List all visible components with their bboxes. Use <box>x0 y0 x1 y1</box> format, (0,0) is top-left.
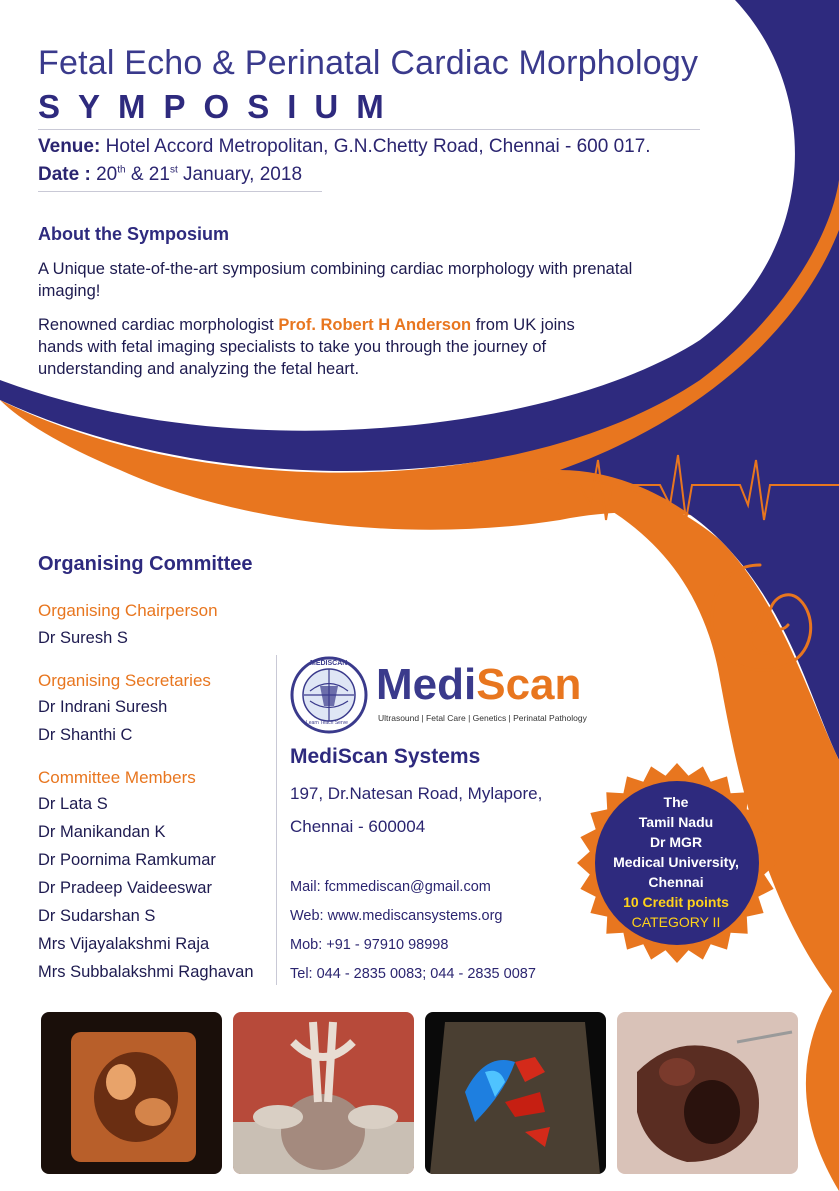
secretaries-label: Organising Secretaries <box>38 671 211 690</box>
chair-name: Dr Suresh S <box>38 629 128 647</box>
member-name: Dr Poornima Ramkumar <box>38 851 216 869</box>
secretary-name: Dr Shanthi C <box>38 726 133 744</box>
chair-label: Organising Chairperson <box>38 601 218 620</box>
badge-line: The <box>663 794 689 810</box>
about-paragraph-1: A Unique state-of-the-art symposium combining cardiac morphology with prenatal imaging! <box>38 260 633 300</box>
contact-mobile: Mob: +91 - 97910 98998 <box>290 937 449 953</box>
venue-line <box>38 136 651 158</box>
logo-scan: Scan <box>476 660 582 709</box>
address-line-1: 197, Dr.Natesan Road, Mylapore, <box>290 784 543 803</box>
badge-line: Tamil Nadu <box>638 814 714 830</box>
heart-specimen-image <box>617 1012 798 1174</box>
member-name: Dr Manikandan K <box>38 823 166 841</box>
contact-tel: Tel: 044 - 2835 0083; 044 - 2835 0087 <box>290 966 536 982</box>
date-day2-suffix: st <box>169 164 178 176</box>
badge-line: Medical University, <box>613 854 739 870</box>
badge-line: Dr MGR <box>649 834 703 850</box>
about-p2-text: Renowned cardiac morphologist <box>38 316 279 334</box>
speaker-name: Prof. Robert H Anderson <box>278 316 472 334</box>
date-day1-suffix: th <box>117 164 126 176</box>
divider <box>38 129 700 130</box>
date-day1: 20 <box>96 164 118 185</box>
organizer-name: MediScan Systems <box>290 745 481 768</box>
about-heading: About the Symposium <box>38 224 230 244</box>
divider <box>38 191 322 192</box>
symposium-title: Fetal Echo & Perinatal Cardiac Morphology <box>38 44 699 82</box>
column-divider <box>276 655 277 985</box>
member-name: Dr Pradeep Vaideeswar <box>38 879 212 897</box>
contact-mail[interactable]: Mail: fcmmediscan@gmail.com <box>290 879 491 895</box>
badge-line: Chennai <box>648 874 704 890</box>
members-label: Committee Members <box>38 768 196 787</box>
address-line-2: Chennai - 600004 <box>290 817 426 836</box>
member-name: Mrs Vijayalakshmi Raja <box>38 935 210 953</box>
date-and: & 21 <box>130 164 170 185</box>
date-rest: January, 2018 <box>183 164 303 185</box>
contact-web[interactable]: Web: www.mediscansystems.org <box>290 908 503 924</box>
date-label: Date : <box>38 164 91 185</box>
color-doppler-image <box>425 1012 606 1174</box>
seal-text: MEDISCAN <box>310 660 348 667</box>
symposium-subtitle: SYMPOSIUM <box>38 88 402 125</box>
about-paragraph-2 <box>38 314 598 380</box>
seal-motto: Learn Teach Serve <box>306 720 348 726</box>
ultrasound-3d-image <box>41 1012 222 1174</box>
venue-label: Venue: <box>38 136 101 157</box>
credit-category: CATEGORY II <box>631 914 721 930</box>
logo-medi: Medi <box>376 660 477 709</box>
venue-value: Hotel Accord Metropolitan, G.N.Chetty Road, Chennai - 600 017. <box>105 136 651 157</box>
member-name: Dr Lata S <box>38 795 108 813</box>
member-name: Mrs Subbalakshmi Raghavan <box>38 963 254 981</box>
mediscan-wordmark <box>376 660 581 710</box>
secretary-name: Dr Indrani Suresh <box>38 698 168 716</box>
date-line <box>38 164 302 186</box>
heart-dissection-image <box>233 1012 414 1174</box>
member-name: Dr Sudarshan S <box>38 907 156 925</box>
about-p2-text: from UK joins hands with fetal imaging specialists to take you through the journey of understanding and analyzing the fetal heart. <box>38 316 575 378</box>
committee-heading: Organising Committee <box>38 553 253 575</box>
badge-text <box>588 792 764 932</box>
fetus-icon <box>700 555 820 685</box>
logo-tagline: Ultrasound | Fetal Care | Genetics | Perinatal Pathology <box>378 713 587 723</box>
credit-points: 10 Credit points <box>623 894 729 910</box>
